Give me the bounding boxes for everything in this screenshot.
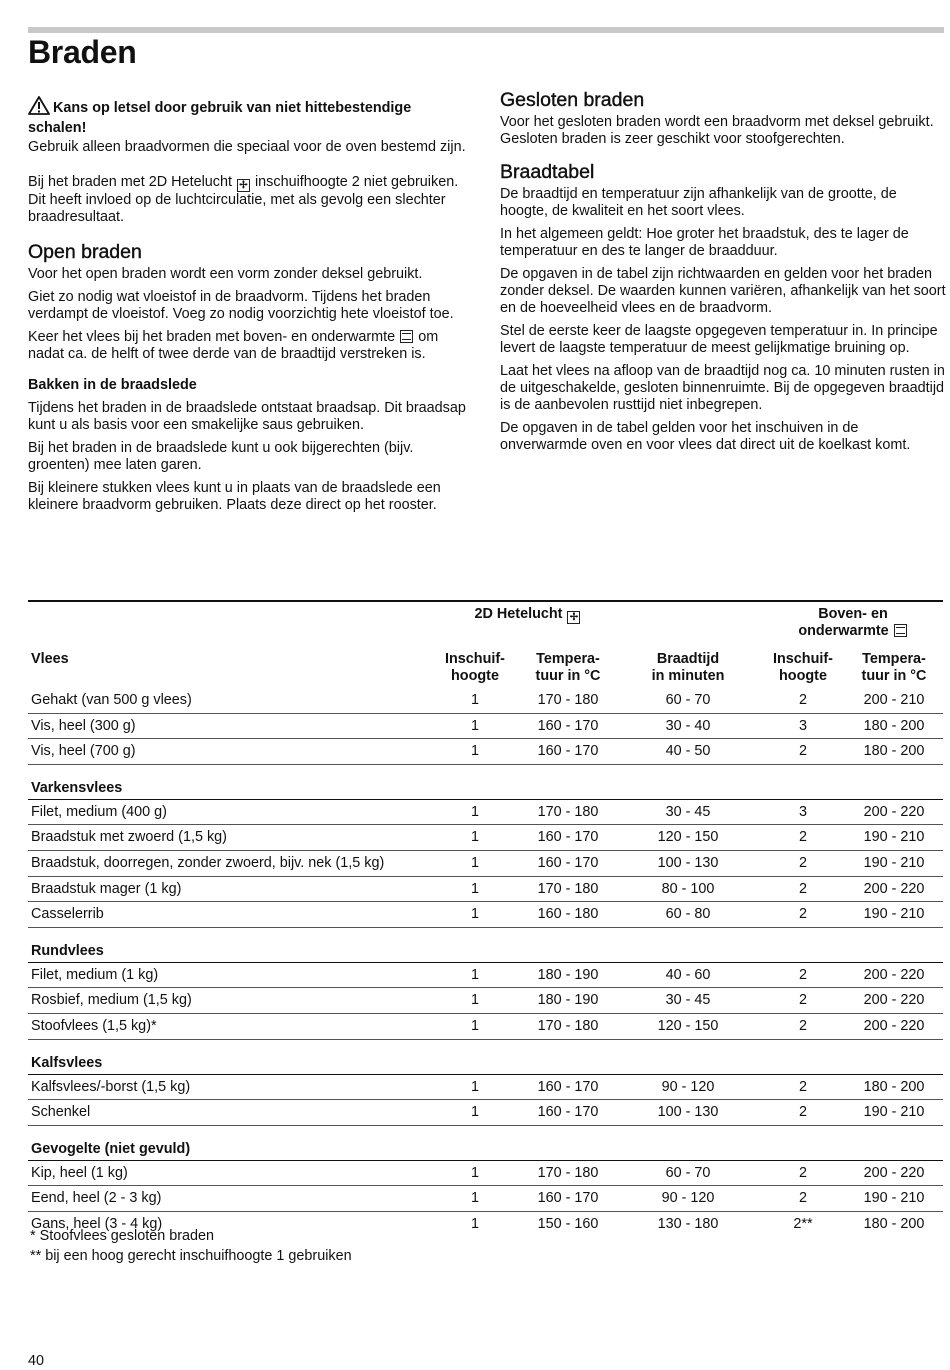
col-header-temp-2: Tempera- tuur in °C bbox=[861, 651, 927, 684]
braadslede-p3: Bij kleinere stukken vlees kunt u in plaats van de braadslede een kleinere braadvorm gebruiken. Plaats deze direct op het rooster. bbox=[28, 480, 441, 513]
table-row: Kip, heel (1 kg) 1 170 - 180 60 - 70 2 200 - 220 bbox=[28, 1161, 943, 1187]
group-header-top-bottom-heat: Boven- en onderwarmte bbox=[778, 606, 928, 640]
table-group-header: Rundvlees bbox=[28, 928, 943, 963]
footnotes bbox=[30, 1226, 352, 1266]
open-braden-p2: Giet zo nodig wat vloeistof in de braadvorm. Tijdens het braden verdampt de vloeistof. Voeg zo nodig voorzichtig hete vloeistof toe. bbox=[28, 289, 454, 322]
braadtabel-p3: De opgaven in de tabel zijn richtwaarden en gelden voor het braden zonder deksel. De waarden kunnen variëren, afhankelijk van het soort en de hoeveelheid vlees en de braadvorm. bbox=[500, 266, 946, 316]
braadtabel-heading: Braadtabel bbox=[500, 161, 595, 183]
table-row: Vis, heel (300 g) 1 160 - 170 30 - 40 3 180 - 200 bbox=[28, 714, 943, 740]
page-number: 40 bbox=[28, 1353, 45, 1369]
table-row: Gans, heel (3 - 4 kg) 1 150 - 160 130 - 180 2** 180 - 200 bbox=[31, 1215, 925, 1232]
table-row: Filet, medium (400 g) 1 170 - 180 30 - 45 3 200 - 220 bbox=[28, 800, 943, 826]
open-braden-p3: Keer het vlees bij het braden met boven- en onderwarmte om nadat ca. de helft of twee derde van de braadtijd verstreken is. bbox=[28, 329, 439, 362]
table-row: Filet, medium (1 kg) 1 180 - 190 40 - 60 2 200 - 220 bbox=[28, 963, 943, 989]
footnote-2: ** bij een hoog gerecht inschuifhoogte 1 gebruiken bbox=[30, 1248, 352, 1264]
table-row: Braadstuk met zwoerd (1,5 kg) 1 160 - 170 120 - 150 2 190 - 210 bbox=[28, 825, 943, 851]
table-header bbox=[28, 602, 943, 688]
table-row: Schenkel 1 160 - 170 100 - 130 2 190 - 210 bbox=[28, 1100, 943, 1126]
table-row: Casselerrib 1 160 - 180 60 - 80 2 190 - 210 bbox=[28, 902, 943, 928]
table-row: Eend, heel (2 - 3 kg) 1 160 - 170 90 - 120 2 190 - 210 bbox=[28, 1186, 943, 1212]
gesloten-braden-heading: Gesloten braden bbox=[500, 89, 645, 111]
col-header-temp-1: Tempera- tuur in °C bbox=[535, 651, 601, 684]
braadtabel-p2: In het algemeen geldt: Hoe groter het braadstuk, des te lager de temperatuur en des te langer de braadduur. bbox=[500, 226, 909, 259]
open-braden-p1: Voor het open braden wordt een vorm zonder deksel gebruikt. bbox=[28, 266, 423, 282]
braadtabel-p6: De opgaven in de tabel gelden voor het inschuiven in de onverwarmde oven en voor vlees dat direct uit de koelkast komt. bbox=[500, 420, 911, 453]
braadtabel-p5: Laat het vlees na afloop van de braadtijd nog ca. 10 minuten rusten in de uitgeschakelde, gesloten binnenruimte. Bij de opgegeven braadtijd is de aanbevolen rusttijd niet inbegrepen. bbox=[500, 363, 945, 413]
table-row: Kalfsvlees/-borst (1,5 kg) 1 160 - 170 90 - 120 2 180 - 200 bbox=[28, 1075, 943, 1101]
table-row: Vis, heel (700 g) 1 160 - 170 40 - 50 2 180 - 200 bbox=[28, 739, 943, 765]
braadtabel-p4: Stel de eerste keer de laagste opgegeven temperatuur in. In principe levert de laagste temperatuur de meest gelijkmatige bruining op. bbox=[500, 323, 938, 356]
gesloten-braden-p1: Voor het gesloten braden wordt een braadvorm met deksel gebruikt. Gesloten braden is zeer geschikt voor stoofgerechten. bbox=[500, 114, 934, 147]
table-row: Braadstuk mager (1 kg) 1 170 - 180 80 - 100 2 200 - 220 bbox=[28, 877, 943, 903]
braadslede-p1: Tijdens het braden in de braadslede ontstaat braadsap. Dit braadsap kunt u als basis voor een smakelijke saus gebruiken. bbox=[28, 400, 466, 433]
col-header-vlees: Vlees bbox=[31, 651, 69, 667]
warning-text: Gebruik alleen braadvormen die speciaal voor de oven bestemd zijn. bbox=[28, 139, 466, 155]
col-header-braadtijd: Braadtijd in minuten bbox=[651, 651, 725, 684]
table-group-header: Gevogelte (niet gevuld) bbox=[28, 1126, 943, 1161]
table-row: Rosbief, medium (1,5 kg) 1 180 - 190 30 - 45 2 200 - 220 bbox=[28, 988, 943, 1014]
left-column bbox=[28, 96, 473, 520]
braadslede-p2: Bij het braden in de braadslede kunt u ook bijgerechten (bijv. groenten) mee laten garen. bbox=[28, 440, 414, 473]
roasting-table bbox=[28, 600, 943, 1237]
right-column bbox=[500, 89, 946, 460]
table-row: Gehakt (van 500 g vlees) 1 170 - 180 60 - 70 2 200 - 210 bbox=[28, 688, 943, 714]
braadslede-heading: Bakken in de braadslede bbox=[28, 377, 197, 393]
top-bottom-heat-icon bbox=[894, 624, 907, 637]
footnote-1: * Stoofvlees gesloten braden bbox=[30, 1228, 215, 1244]
warning-triangle-icon bbox=[28, 96, 50, 120]
top-rule bbox=[28, 27, 944, 33]
table-group-header: Kalfsvlees bbox=[28, 1040, 943, 1075]
hot-air-icon: ✢ bbox=[237, 179, 250, 192]
col-header-inschuif-1: Inschuif- hoogte bbox=[445, 651, 505, 684]
intro-paragraph: Bij het braden met 2D Hetelucht ✢ inschuifhoogte 2 niet gebruiken. Dit heeft invloed op de luchtcirculatie, met als gevolg een slechter braadresultaat. bbox=[28, 174, 459, 225]
table-group-header: Varkensvlees bbox=[28, 765, 943, 800]
table-row: Braadstuk, doorregen, zonder zwoerd, bijv. nek (1,5 kg) 1 160 - 170 100 - 130 2 190 - 210 bbox=[28, 851, 943, 877]
top-bottom-heat-icon bbox=[400, 330, 413, 343]
page-title: Braden bbox=[28, 34, 137, 70]
col-header-inschuif-2: Inschuif- hoogte bbox=[773, 651, 833, 684]
hot-air-icon: ✢ bbox=[567, 611, 580, 624]
group-header-hot-air: 2D Hetelucht ✢ bbox=[448, 606, 608, 624]
braadtabel-p1: De braadtijd en temperatuur zijn afhankelijk van de grootte, de hoogte, de kwaliteit en het soort vlees. bbox=[500, 186, 897, 219]
open-braden-heading: Open braden bbox=[28, 241, 142, 263]
warning-title: Kans op letsel door gebruik van niet hittebestendige schalen! bbox=[28, 96, 473, 137]
table-row: Stoofvlees (1,5 kg)* 1 170 - 180 120 - 150 2 200 - 220 bbox=[28, 1014, 943, 1040]
